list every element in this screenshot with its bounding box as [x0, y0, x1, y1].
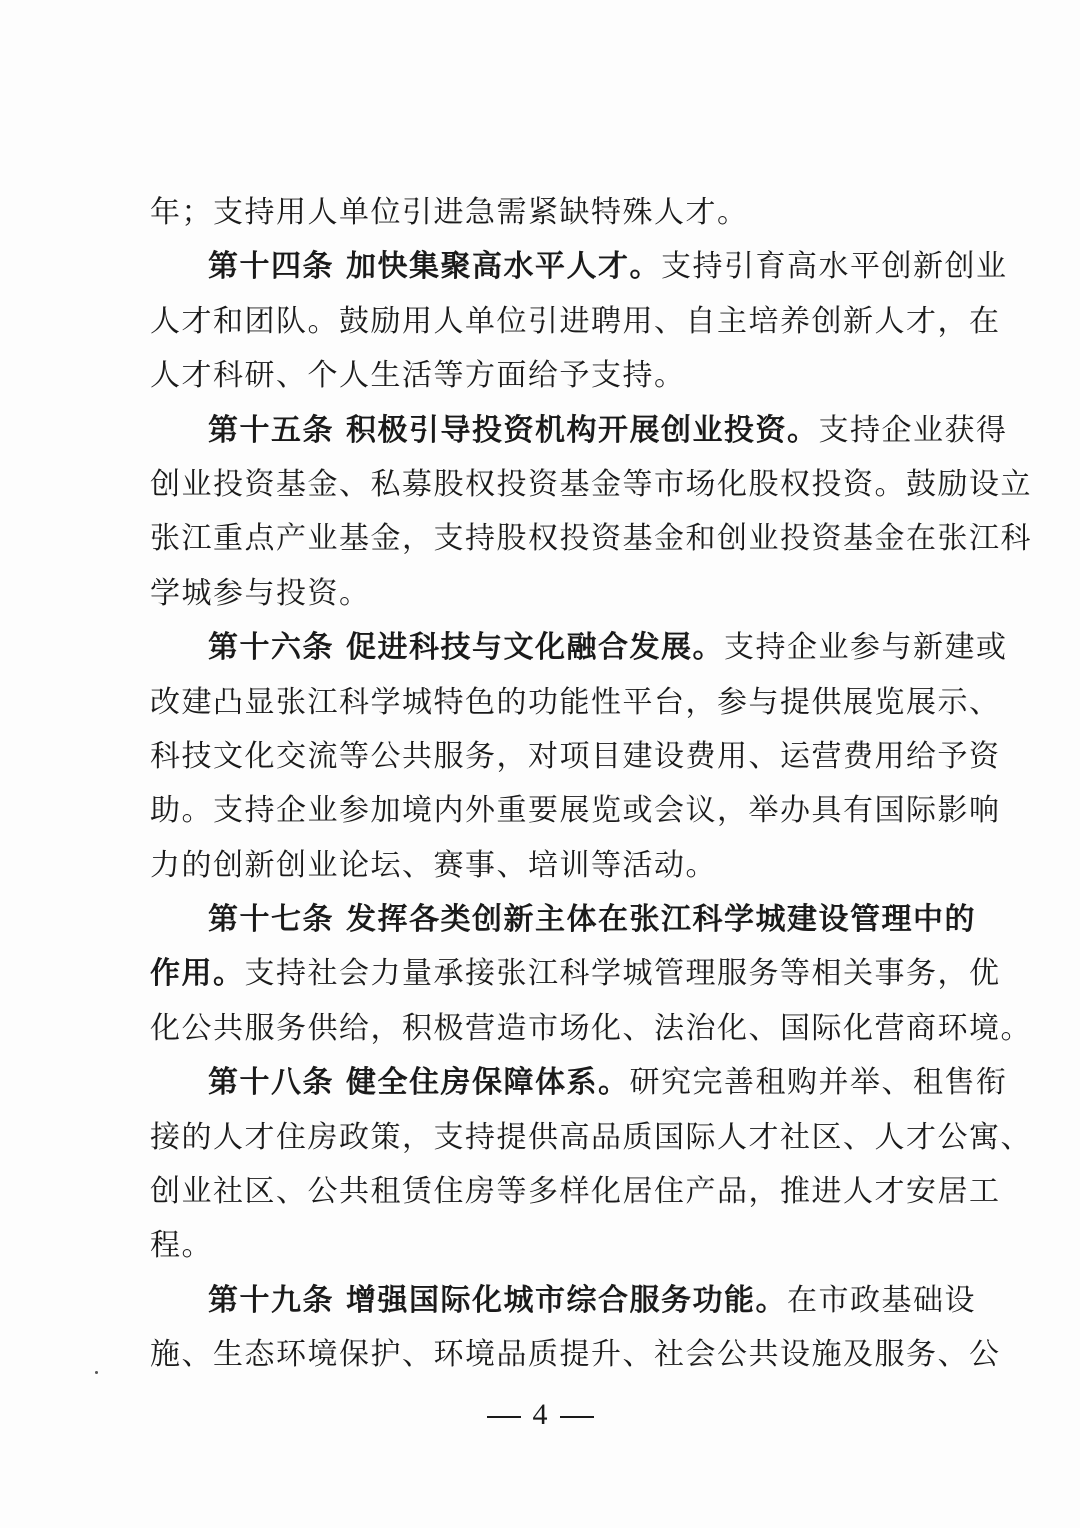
scan-speck: [95, 1371, 98, 1374]
text-line: [150, 621, 1008, 675]
article-heading: 作用。: [150, 956, 245, 992]
body-text: 施、生态环境保护、环境品质提升、社会公共设施及服务、公: [150, 1337, 1001, 1373]
body-text: 科技文化交流等公共服务，对项目建设费用、运营费用给予资: [150, 738, 1001, 774]
text-line: [150, 458, 1032, 512]
body-text: 在市政基础设: [786, 1282, 976, 1318]
body-text: 化公共服务供给，积极营造市场化、法治化、国际化营商环境。: [150, 1010, 1032, 1046]
body-text: 人才和团队。鼓励用人单位引进聘用、自主培养创新人才，在: [150, 303, 1001, 339]
body-text: 助。支持企业参加境内外重要展览或会议，举办具有国际影响: [150, 793, 1001, 829]
article-heading: 第十四条 加快集聚高水平人才。: [208, 249, 661, 285]
article-heading: 第十五条 积极引导投资机构开展创业投资。: [208, 412, 819, 448]
text-line: [150, 240, 1008, 294]
text-line: [150, 893, 976, 947]
article-heading: 第十六条 促进科技与文化融合发展。: [208, 630, 724, 666]
text-line: [150, 1219, 945, 1273]
body-text: 力的创新创业论坛、赛事、培训等活动。: [150, 847, 717, 883]
text-line: [150, 1111, 1032, 1165]
article-heading: 第十九条 增强国际化城市综合服务功能。: [208, 1282, 787, 1318]
body-text: 创业投资基金、私募股权投资基金等市场化股权投资。鼓励设立: [150, 466, 1032, 502]
text-line: [150, 512, 1032, 566]
text-line: [150, 404, 1008, 458]
body-text: 程。: [150, 1228, 213, 1264]
page-number-dash-left: [487, 1416, 521, 1418]
text-line: [150, 186, 945, 240]
body-text: 支持社会力量承接张江科学城管理服务等相关事务，优: [244, 956, 1001, 992]
text-line: [150, 1165, 1001, 1219]
text-line: [150, 1274, 976, 1328]
page-number: [0, 1398, 1080, 1432]
article-heading: 第十七条 发挥各类创新主体在张江科学城建设管理中的: [208, 902, 976, 938]
text-line: [150, 1056, 1008, 1110]
body-text: 人才科研、个人生活等方面给予支持。: [150, 358, 686, 394]
body-text: 支持企业获得: [818, 412, 1008, 448]
article-heading: 第十八条 健全住房保障体系。: [208, 1065, 630, 1101]
document-body: [150, 186, 1032, 1383]
body-text: 学城参与投资。: [150, 575, 371, 611]
body-text: 张江重点产业基金，支持股权投资基金和创业投资基金在张江科: [150, 521, 1032, 557]
text-line: [150, 947, 1001, 1001]
body-text: 接的人才住房政策，支持提供高品质国际人才社区、人才公寓、: [150, 1119, 1032, 1155]
body-text: 创业社区、公共租赁住房等多样化居住产品，推进人才安居工: [150, 1174, 1001, 1210]
body-text: 支持企业参与新建或: [723, 630, 1008, 666]
body-text: 研究完善租购并举、租售衔: [629, 1065, 1008, 1101]
text-line: [150, 1328, 1001, 1382]
text-line: [150, 567, 945, 621]
text-line: [150, 1002, 1032, 1056]
text-line: [150, 730, 1001, 784]
text-line: [150, 839, 945, 893]
page-number-dash-right: [560, 1416, 594, 1418]
body-text: 年；支持用人单位引进急需紧缺特殊人才。: [150, 195, 749, 230]
text-line: [150, 676, 1001, 730]
page-number-value: 4: [532, 1398, 548, 1431]
text-line: [150, 784, 1001, 838]
body-text: 支持引育高水平创新创业: [660, 249, 1008, 285]
text-line: [150, 349, 945, 403]
body-text: 改建凸显张江科学城特色的功能性平台，参与提供展览展示、: [150, 684, 1001, 720]
text-line: [150, 295, 1001, 349]
